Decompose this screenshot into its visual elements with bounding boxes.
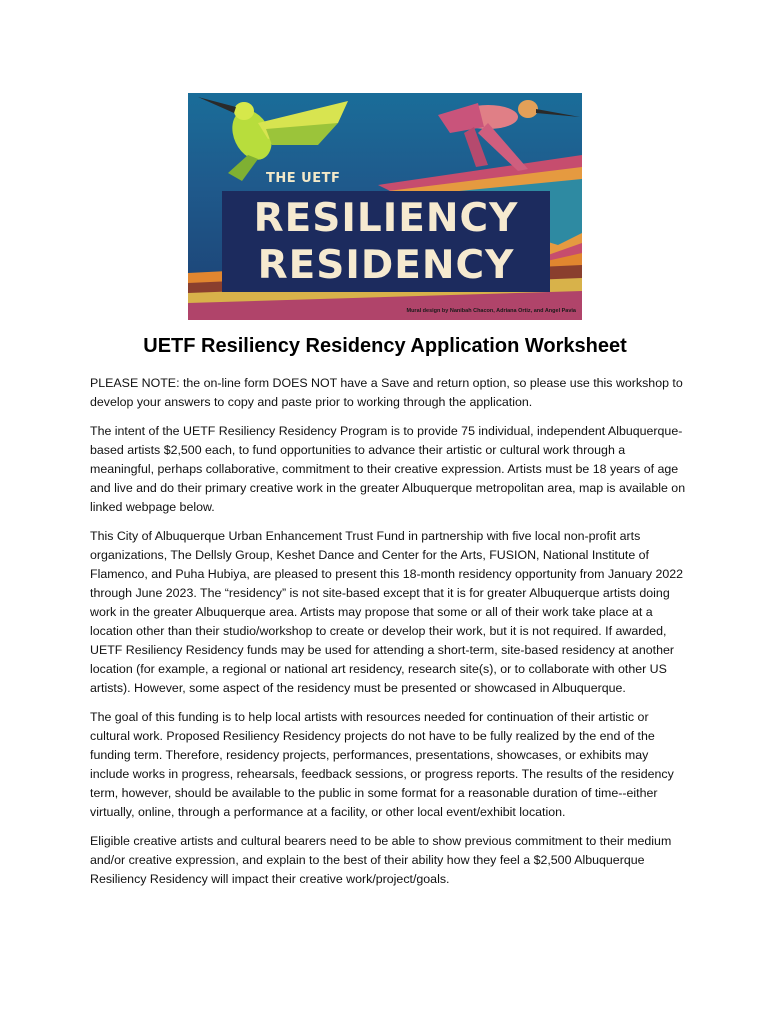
page-title: UETF Resiliency Residency Application Worksheet: [143, 335, 627, 357]
intent-paragraph: The intent of the UETF Resiliency Residency Program is to provide 75 individual, independent Albuquerque-based artists $2,500 each, to fund opportunities to advance their artistic or cultural work through a meaningful, perhaps collaborative, commitment to their creative expression. Artists must be 18 years of age and live and do their primary creative work in the greater Albuquerque metropolitan area, map is available on linked webpage below.: [90, 424, 686, 514]
partnership-paragraph: This City of Albuquerque Urban Enhancement Trust Fund in partnership with five local non-profit arts organizations, The Dellsly Group, Keshet Dance and Center for the Arts, FUSION, National Institute of Flamenco, and Puha Hubiya, are pleased to present this 18-month residency opportunity from January 2022 through June 2023. The “residency” is not site-based except that it is for greater Albuquerque artists doing work in the greater Albuquerque area. Artists may propose that some or all of their work take place at a location other than their studio/workshop to create or develop their work, but it is not required. If awarded, UETF Resiliency Residency funds may be used for attending a short-term, site-based residency at another location (for example, a regional or national art residency, research site(s), or to collaborate with other US artists). However, some aspect of the residency must be presented or showcased in Albuquerque.: [90, 529, 684, 695]
banner-pretitle: THE UETF: [266, 171, 341, 186]
eligibility-paragraph: Eligible creative artists and cultural bearers need to be able to show previous commitment to their medium and/or creative expression, and explain to the best of their ability how they feel a $2,500 Albuquerque Resiliency Residency will impact their creative work/project/goals.: [90, 834, 672, 886]
note-paragraph: PLEASE NOTE: the on-line form DOES NOT have a Save and return option, so please use this workshop to develop your answers to copy and paste prior to working through the application.: [90, 376, 683, 409]
document-body: [90, 374, 690, 899]
resiliency-residency-banner: [188, 93, 582, 320]
banner-title-line1: RESILIENCY: [253, 196, 519, 241]
goal-paragraph: The goal of this funding is to help local artists with resources needed for continuation of their artistic or cultural work. Proposed Resiliency Residency projects do not have to be fully realized by the end of the funding term. Therefore, residency projects, performances, presentations, showcases, or exhibits may include works in progress, rehearsals, feedback sessions, or progress reports. The results of the residency term, however, should be available to the public in some format for a reasonable duration of time--either virtually, online, through a performance at a facility, or other local event/exhibit location.: [90, 710, 674, 819]
banner-title-box: [222, 191, 550, 292]
green-hummingbird-icon: [198, 97, 348, 181]
mural-credit: Mural design by Nanibah Chacon, Adriana Ortiz, and Angel Pavia: [406, 308, 576, 314]
banner-title-line2: RESIDENCY: [257, 243, 515, 288]
